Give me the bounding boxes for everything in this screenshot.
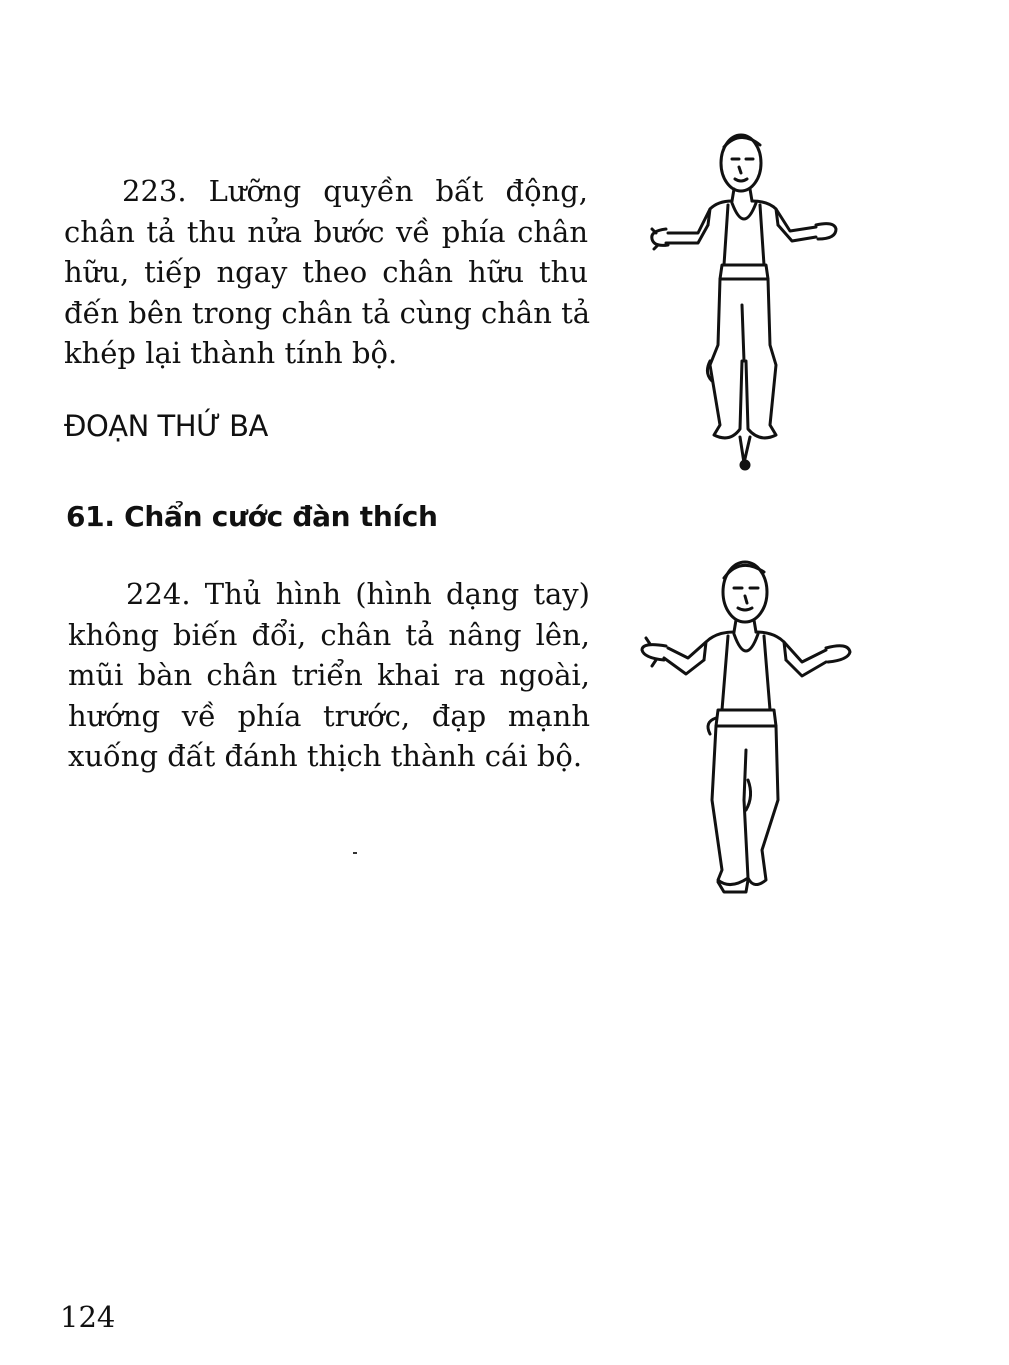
text-line: khép lại thành tính bộ. [64,336,398,370]
text-line: hướng về phía trước, đạp mạnh [68,698,590,733]
exercise-heading: 61. Chẩn cước đàn thích [66,500,438,533]
text-line: đến bên trong chân tả cùng chân tả [64,295,591,330]
paragraph-224 [68,574,590,777]
text-line: mũi bàn chân triển khai ra ngoài, [68,658,590,692]
illustration-tinh-bo-stance [640,125,850,475]
text-line: 224. Thủ hình (hình dạng tay) [126,577,590,611]
text-line: không biến đổi, chân tả nâng lên, [68,617,590,652]
illustration-chan-cuoc-dan-thich [630,550,860,900]
text-line: 223. Lưỡng quyền bất động, [122,174,588,208]
text-line: hữu, tiếp ngay theo chân hữu thu [64,255,588,289]
text-line: xuống đất đánh thịch thành cái bộ. [68,739,583,773]
ink-speck [353,852,357,854]
text-line: chân tả thu nửa bước về phía chân [64,214,588,249]
section-title: ĐOẠN THỨ BA [64,409,268,443]
paragraph-223 [64,171,591,374]
page-number: 124 [60,1300,116,1334]
